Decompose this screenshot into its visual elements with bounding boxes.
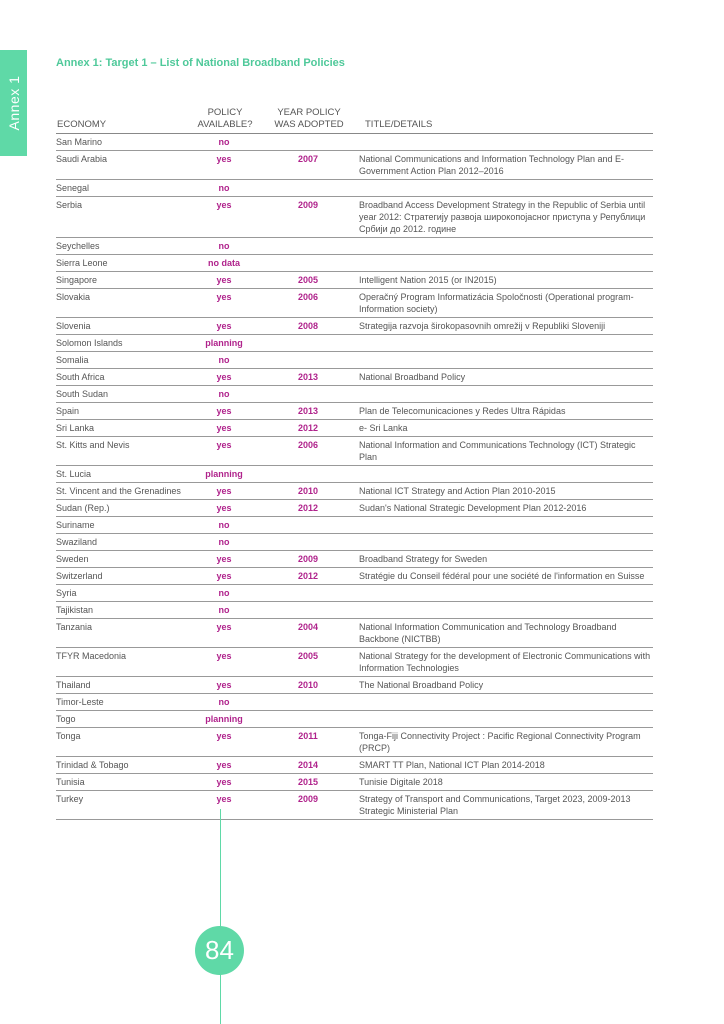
table-row [56, 483, 653, 500]
cell-available: no [218, 588, 230, 598]
cell-title [359, 602, 653, 618]
cell-title: National Strategy for the development of Electronic Communications with Information Technologies [359, 651, 651, 673]
cell-year: 2012 [297, 503, 319, 513]
cell-economy: Slovakia [56, 292, 91, 302]
table-row [56, 420, 653, 437]
cell-year: 2006 [297, 292, 319, 302]
page-divider-line [220, 809, 221, 1024]
table-row [56, 774, 653, 791]
cell-available: yes [216, 423, 232, 433]
table-row [56, 711, 653, 728]
cell-year [257, 180, 359, 196]
cell-available: yes [216, 503, 232, 513]
cell-title [359, 534, 653, 550]
cell-title: e- Sri Lanka [359, 423, 408, 433]
header-year: YEAR POLICY WAS ADOPTED [274, 107, 344, 130]
cell-economy: Togo [56, 714, 76, 724]
cell-title [359, 335, 653, 351]
cell-title: Stratégie du Conseil fédéral pour une société de l'information en Suisse [359, 571, 645, 581]
cell-available: yes [216, 731, 232, 741]
cell-economy: Serbia [56, 200, 83, 210]
table-row [56, 369, 653, 386]
cell-economy: St. Lucia [56, 469, 92, 479]
cell-title: SMART TT Plan, National ICT Plan 2014-2018 [359, 760, 545, 770]
cell-available: yes [216, 372, 232, 382]
table-row [56, 602, 653, 619]
cell-year: 2012 [297, 571, 319, 581]
cell-available: yes [216, 154, 232, 164]
cell-available: no [218, 537, 230, 547]
cell-available: yes [216, 760, 232, 770]
table-row [56, 500, 653, 517]
table-row [56, 289, 653, 318]
cell-available: yes [216, 440, 232, 450]
cell-available: yes [216, 554, 232, 564]
cell-economy: Slovenia [56, 321, 91, 331]
cell-year [257, 238, 359, 254]
cell-year: 2005 [297, 275, 319, 285]
cell-available: planning [205, 469, 243, 479]
cell-year: 2013 [297, 406, 319, 416]
cell-year: 2009 [297, 794, 319, 804]
cell-available: no [218, 520, 230, 530]
cell-title [359, 255, 653, 271]
cell-title: National Broadband Policy [359, 372, 466, 382]
cell-year [257, 602, 359, 618]
table-row [56, 677, 653, 694]
cell-title: Sudan's National Strategic Development Plan 2012-2016 [359, 503, 587, 513]
cell-economy: Suriname [56, 520, 95, 530]
cell-available: no [218, 137, 230, 147]
table-row [56, 151, 653, 180]
cell-year: 2011 [298, 731, 318, 741]
cell-year: 2009 [297, 554, 319, 564]
cell-economy: Sweden [56, 554, 89, 564]
cell-available: yes [216, 651, 232, 661]
cell-economy: Tonga [56, 731, 81, 741]
cell-economy: St. Vincent and the Grenadines [56, 486, 181, 496]
table-row [56, 352, 653, 369]
cell-year: 2007 [297, 154, 319, 164]
header-economy: ECONOMY [57, 119, 107, 130]
cell-available: yes [216, 486, 232, 496]
cell-title: National ICT Strategy and Action Plan 2010-2015 [359, 486, 556, 496]
cell-title [359, 352, 653, 368]
cell-year: 2009 [297, 200, 319, 210]
table-row [56, 791, 653, 820]
cell-year [257, 335, 359, 351]
cell-available: yes [216, 406, 232, 416]
cell-year: 2012 [297, 423, 319, 433]
cell-year [257, 585, 359, 601]
cell-available: yes [216, 680, 232, 690]
cell-economy: Tanzania [56, 622, 93, 632]
cell-title: Broadband Strategy for Sweden [359, 554, 488, 564]
cell-title [359, 517, 653, 533]
cell-economy: Timor-Leste [56, 697, 104, 707]
cell-title: National Information Communication and Technology Broadband Backbone (NICTBB) [359, 622, 617, 644]
cell-available: yes [216, 794, 232, 804]
cell-title [359, 694, 653, 710]
cell-year: 2008 [297, 321, 319, 331]
header-available: POLICY AVAILABLE? [197, 107, 253, 130]
table-row [56, 318, 653, 335]
cell-economy: Solomon Islands [56, 338, 123, 348]
cell-year: 2010 [297, 486, 319, 496]
cell-available: yes [216, 777, 232, 787]
cell-title: National Information and Communications Technology (ICT) Strategic Plan [359, 440, 636, 462]
cell-year [257, 466, 359, 482]
cell-available: no [218, 241, 230, 251]
cell-title [359, 386, 653, 402]
cell-economy: Sri Lanka [56, 423, 95, 433]
page-number: 84 [195, 926, 244, 975]
cell-available: yes [216, 571, 232, 581]
cell-year [257, 694, 359, 710]
cell-economy: Switzerland [56, 571, 103, 581]
table-row [56, 386, 653, 403]
cell-economy: TFYR Macedonia [56, 651, 127, 661]
cell-title: Strategy of Transport and Communications, Target 2023, 2009-2013 Strategic Ministerial Plan [359, 794, 631, 816]
cell-economy: Saudi Arabia [56, 154, 108, 164]
cell-economy: St. Kitts and Nevis [56, 440, 130, 450]
table-row [56, 197, 653, 238]
table-row [56, 238, 653, 255]
table-row [56, 585, 653, 602]
cell-available: no data [207, 258, 240, 268]
cell-economy: South Sudan [56, 389, 109, 399]
cell-year [257, 255, 359, 271]
table-row [56, 694, 653, 711]
policy-table [56, 102, 653, 820]
table-row [56, 180, 653, 197]
cell-economy: Trinidad & Tobago [56, 760, 129, 770]
header-title: TITLE/DETAILS [365, 119, 433, 130]
cell-year [257, 711, 359, 727]
cell-economy: Sierra Leone [56, 258, 108, 268]
table-row [56, 619, 653, 648]
cell-economy: Somalia [56, 355, 89, 365]
annex-side-tab [0, 50, 27, 156]
cell-title: Tonga-Fiji Connectivity Project : Pacific Regional Connectivity Program (PRCP) [359, 731, 641, 753]
cell-available: planning [205, 338, 243, 348]
cell-year [257, 134, 359, 150]
cell-title: Broadband Access Development Strategy in the Republic of Serbia until year 2012: Стратегију развоја широкопојасног приступа у Републици Србији до 2012. године [359, 200, 646, 234]
cell-available: yes [216, 292, 232, 302]
table-row [56, 403, 653, 420]
cell-available: yes [216, 275, 232, 285]
cell-year [257, 352, 359, 368]
cell-title [359, 238, 653, 254]
cell-year: 2013 [297, 372, 319, 382]
cell-available: no [218, 605, 230, 615]
cell-year [257, 386, 359, 402]
cell-year: 2005 [297, 651, 319, 661]
cell-title [359, 585, 653, 601]
cell-available: yes [216, 200, 232, 210]
cell-title: The National Broadband Policy [359, 680, 484, 690]
cell-economy: Syria [56, 588, 77, 598]
cell-title: Tunisie Digitale 2018 [359, 777, 443, 787]
annex-side-tab-label: Annex 1 [5, 75, 22, 131]
cell-economy: Sudan (Rep.) [56, 503, 110, 513]
cell-year [257, 534, 359, 550]
cell-economy: Turkey [56, 794, 84, 804]
table-row [56, 551, 653, 568]
cell-title [359, 180, 653, 196]
table-row [56, 757, 653, 774]
cell-title: National Communications and Information Technology Plan and E-Government Action Plan 2012–2016 [359, 154, 624, 176]
table-row [56, 466, 653, 483]
cell-economy: South Africa [56, 372, 105, 382]
cell-available: yes [216, 622, 232, 632]
cell-economy: Tunisia [56, 777, 85, 787]
cell-available: no [218, 389, 230, 399]
table-body [56, 134, 653, 820]
cell-economy: Spain [56, 406, 80, 416]
table-row [56, 134, 653, 151]
page-title: Annex 1: Target 1 – List of National Broadband Policies [56, 57, 345, 69]
cell-economy: San Marino [56, 137, 103, 147]
cell-economy: Tajikistan [56, 605, 94, 615]
cell-economy: Senegal [56, 183, 90, 193]
cell-title: Intelligent Nation 2015 (or IN2015) [359, 275, 497, 285]
table-row [56, 568, 653, 585]
cell-year: 2004 [297, 622, 319, 632]
table-row [56, 534, 653, 551]
table-row [56, 728, 653, 757]
cell-year: 2010 [297, 680, 319, 690]
cell-title: Strategija razvoja širokopasovnih omrežij v Republiki Sloveniji [359, 321, 606, 331]
table-header [56, 102, 653, 134]
cell-economy: Singapore [56, 275, 98, 285]
cell-title [359, 466, 653, 482]
table-row [56, 648, 653, 677]
cell-economy: Swaziland [56, 537, 98, 547]
table-row [56, 272, 653, 289]
cell-year: 2006 [297, 440, 319, 450]
table-row [56, 255, 653, 272]
cell-available: no [218, 183, 230, 193]
table-row [56, 335, 653, 352]
cell-available: no [218, 697, 230, 707]
cell-title: Plan de Telecomunicaciones y Redes Ultra Rápidas [359, 406, 566, 416]
cell-economy: Seychelles [56, 241, 100, 251]
cell-year: 2014 [297, 760, 319, 770]
cell-title [359, 711, 653, 727]
cell-year [257, 517, 359, 533]
cell-economy: Thailand [56, 680, 91, 690]
cell-available: no [218, 355, 230, 365]
cell-title: Operačný Program Informatizácia Spoločnosti (Operational program- Information society) [359, 292, 634, 314]
cell-available: planning [205, 714, 243, 724]
table-row [56, 437, 653, 466]
table-row [56, 517, 653, 534]
cell-available: yes [216, 321, 232, 331]
cell-title [359, 134, 653, 150]
cell-year: 2015 [297, 777, 319, 787]
